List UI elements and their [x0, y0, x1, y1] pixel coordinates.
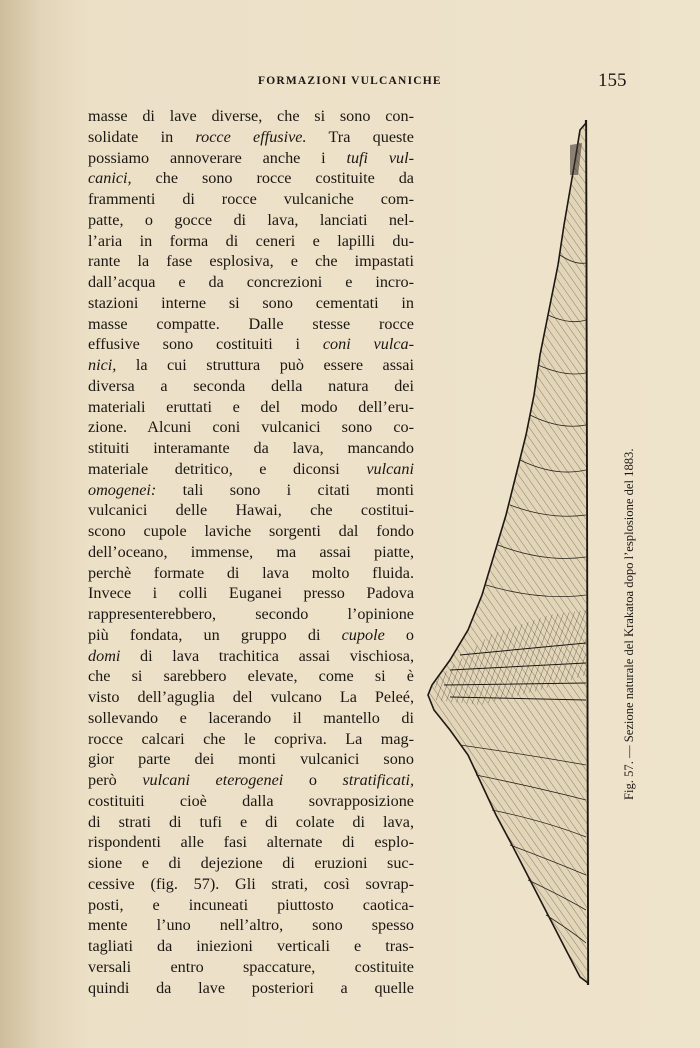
text-run: frammenti di rocce vulcaniche com-	[88, 190, 414, 208]
text-line	[88, 293, 414, 314]
running-title: FORMAZIONI VULCANICHE	[258, 75, 442, 87]
text-run: quindi da lave posteriori a quelle	[88, 978, 414, 997]
text-run: o	[283, 771, 343, 789]
text-run: dell’oceano, immense, ma assai piatte,	[88, 542, 414, 561]
text-run: di strati di tufi e di colate di lava,	[88, 812, 414, 831]
text-line	[88, 687, 414, 708]
text-line	[88, 957, 414, 978]
text-run: però	[88, 771, 143, 789]
text-line	[88, 397, 414, 418]
text-line	[88, 791, 414, 812]
text-line	[88, 127, 414, 148]
text-line	[88, 376, 414, 397]
text-run: diversa a seconda della natura dei	[88, 376, 414, 395]
text-line	[88, 770, 414, 791]
text-run: perchè formate di lava molto fluida.	[88, 563, 414, 582]
page-header	[0, 70, 700, 94]
text-line	[88, 832, 414, 853]
text-run: gior parte dei monti vulcanici sono	[88, 750, 414, 769]
text-line	[88, 106, 414, 127]
text-run: rappresenterebbero, secondo l’opinione	[88, 605, 414, 623]
text-line	[88, 978, 414, 999]
text-run: posti, e incuneati piuttosto caotica-	[88, 895, 414, 914]
italic-term: cupole	[341, 625, 385, 644]
italic-term: rocce effusive.	[195, 127, 307, 146]
page-number: 155	[598, 70, 627, 91]
text-run: sollevando e lacerando il mantello di	[88, 708, 414, 727]
text-line	[88, 853, 414, 874]
text-run: dall’acqua e da concrezioni e incro-	[88, 273, 414, 291]
text-line	[88, 666, 414, 687]
italic-term: nici,	[88, 356, 117, 374]
text-run: solidate in	[88, 127, 196, 146]
text-run: l’aria in forma di ceneri e lapilli du-	[88, 231, 414, 250]
text-run: che sono rocce costituite da	[131, 169, 414, 188]
text-line	[88, 542, 414, 563]
italic-term: coni vulca-	[322, 335, 414, 354]
text-line	[88, 148, 414, 169]
krakatoa-section-figure	[420, 115, 595, 985]
text-run: stituiti interamante da lava, mancando	[88, 439, 414, 457]
italic-term: stratificati,	[342, 771, 415, 789]
text-run: versali entro spaccature, costituite	[88, 957, 414, 976]
text-run: visto dell’aguglia del vulcano La Peleé,	[88, 688, 414, 706]
text-line	[88, 708, 414, 729]
italic-term: omogenei:	[88, 480, 157, 499]
text-run: stazioni interne si sono cementati in	[88, 293, 414, 312]
text-line	[88, 563, 414, 584]
krakatoa-section-illustration	[420, 115, 595, 985]
text-line	[88, 521, 414, 542]
text-run: tali sono i citati monti	[156, 480, 414, 499]
text-line	[88, 334, 414, 355]
text-run: possiamo annoverare anche i	[88, 148, 347, 167]
text-line	[88, 604, 414, 625]
text-line	[88, 355, 414, 376]
text-line	[88, 231, 414, 252]
text-run: tagliati da iniezioni verticali e tras-	[88, 937, 414, 955]
text-run: rante la fase esplosiva, e che impastati	[88, 252, 414, 271]
text-run: effusive sono costituiti i	[88, 335, 323, 354]
text-line	[88, 168, 414, 189]
text-line	[88, 874, 414, 895]
text-run: scono cupole laviche sorgenti dal fondo	[88, 522, 414, 540]
text-line	[88, 314, 414, 335]
italic-term: vulcani	[366, 459, 414, 478]
figure-caption-area	[604, 120, 640, 820]
body-text	[88, 106, 414, 998]
text-run: sione e di dejezione di eruzioni suc-	[88, 854, 414, 872]
text-line	[88, 500, 414, 521]
text-line	[88, 625, 414, 646]
text-line	[88, 812, 414, 833]
figure-caption: Fig. 57. — Sezione naturale del Krakatoa dopo l’esplosione del 1883.	[622, 448, 636, 800]
text-line	[88, 895, 414, 916]
italic-term: vulcani eterogenei	[142, 771, 284, 789]
text-run: materiale detritico, e diconsi	[88, 459, 367, 478]
text-line	[88, 480, 414, 501]
text-line	[88, 729, 414, 750]
text-run: vulcanici delle Hawai, che costitui-	[88, 501, 414, 520]
text-run: cessive (fig. 57). Gli strati, così sovrap-	[88, 874, 414, 893]
italic-term: tufi vul-	[346, 148, 414, 167]
text-line	[88, 189, 414, 210]
text-line	[88, 936, 414, 957]
text-run: che si sarebbero elevate, come si è	[88, 667, 414, 686]
text-line	[88, 438, 414, 459]
text-run: patte, o gocce di lava, lanciati nel-	[88, 210, 414, 229]
italic-term: domi	[88, 646, 121, 665]
text-run: costituiti cioè dalla sovrapposizione	[88, 791, 414, 810]
text-run: o	[384, 625, 414, 644]
text-run: mente l’uno nell’altro, sono spesso	[88, 916, 414, 935]
text-line	[88, 583, 414, 604]
italic-term: canici,	[88, 169, 132, 188]
text-line	[88, 459, 414, 480]
text-run: la cui struttura può essere assai	[116, 356, 414, 374]
text-run: di lava trachitica assai vischiosa,	[120, 646, 414, 665]
text-line	[88, 915, 414, 936]
text-line	[88, 272, 414, 293]
text-run: più fondata, un gruppo di	[88, 625, 342, 644]
text-run: masse compatte. Dalle stesse rocce	[88, 314, 414, 333]
text-run: rocce calcari che le copriva. La mag-	[88, 729, 414, 748]
text-run: materiali eruttati e del modo dell’eru-	[88, 397, 414, 416]
text-run: Invece i colli Euganei presso Padova	[88, 584, 414, 603]
text-run: masse di lave diverse, che si sono con-	[88, 107, 414, 125]
text-line	[88, 749, 414, 770]
text-line	[88, 251, 414, 272]
text-line	[88, 417, 414, 438]
text-run: rispondenti alle fasi alternate di esplo-	[88, 833, 414, 852]
text-line	[88, 210, 414, 231]
text-run: zione. Alcuni coni vulcanici sono co-	[88, 418, 414, 437]
text-line	[88, 646, 414, 667]
text-run: Tra queste	[306, 127, 414, 146]
